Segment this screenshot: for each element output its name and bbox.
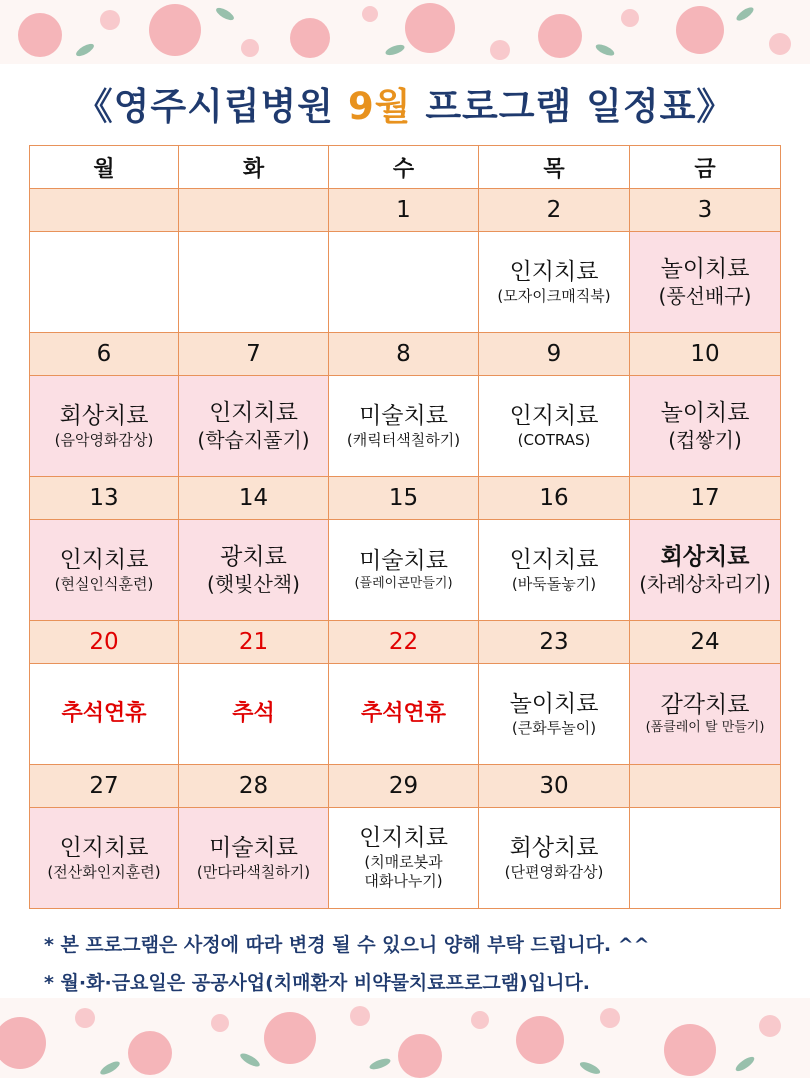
holiday-date-cell: 20 [30, 621, 179, 664]
activity-cell [329, 376, 479, 477]
date-cell: 24 [630, 621, 781, 664]
activity-title: 미술치료 [359, 548, 448, 575]
activity-detail: (학습지풀기) [197, 428, 310, 453]
activity-title: 인지치료 [59, 546, 149, 573]
activity-title: 인지치료 [509, 402, 599, 429]
title-suffix: 프로그램 일정표》 [411, 85, 735, 128]
activity-title: 회상치료 [59, 402, 149, 429]
activity-cell [479, 808, 630, 909]
activity-row [30, 376, 781, 477]
activity-cell [630, 376, 781, 477]
activity-detail: (COTRAS) [517, 430, 591, 449]
date-cell: 14 [179, 477, 329, 520]
weekday-thu: 목 [479, 146, 630, 189]
activity-cell [630, 664, 781, 765]
activity-detail-line2: 대화나누기) [364, 872, 443, 891]
activity-cell [30, 664, 179, 765]
activity-cell [329, 520, 479, 621]
date-cell: 17 [630, 477, 781, 520]
activity-title: 인지치료 [509, 546, 599, 573]
notes [44, 926, 650, 1002]
activity-detail: (바둑돌놓기) [511, 574, 597, 593]
date-cell: 23 [479, 621, 630, 664]
activity-title: 인지치료 [59, 834, 149, 861]
activity-cell [30, 232, 179, 333]
activity-cell [479, 232, 630, 333]
activity-detail: (캐릭터색칠하기) [346, 430, 461, 449]
date-cell [30, 189, 179, 232]
activity-title: 놀이치료 [660, 399, 750, 426]
date-cell: 13 [30, 477, 179, 520]
date-cell: 27 [30, 765, 179, 808]
schedule-table [29, 145, 781, 909]
title-prefix: 《영주시립병원 [75, 85, 348, 128]
date-cell [179, 189, 329, 232]
page-title [0, 76, 810, 130]
activity-title: 회상치료 [660, 543, 750, 570]
date-cell: 15 [329, 477, 479, 520]
date-row [30, 333, 781, 376]
activity-cell [479, 376, 630, 477]
activity-detail: (큰화투놀이) [511, 718, 597, 737]
weekday-tue: 화 [179, 146, 329, 189]
activity-detail: (풍선배구) [658, 284, 752, 309]
activity-cell [179, 808, 329, 909]
date-cell: 16 [479, 477, 630, 520]
activity-detail: (현실인식훈련) [54, 574, 154, 593]
date-cell: 8 [329, 333, 479, 376]
floral-header-decoration [0, 0, 810, 64]
activity-cell [630, 232, 781, 333]
activity-title: 인지치료 [209, 399, 298, 426]
activity-title: 미술치료 [209, 834, 298, 861]
activity-cell [30, 520, 179, 621]
note-line: * 본 프로그램은 사정에 따라 변경 될 수 있으니 양해 부탁 드립니다. ^^ [44, 934, 650, 956]
floral-footer-decoration [0, 998, 810, 1078]
date-cell: 7 [179, 333, 329, 376]
activity-detail: (컵쌓기) [668, 428, 742, 453]
activity-detail: (치매로봇과 [364, 852, 443, 871]
activity-title: 놀이치료 [660, 255, 750, 282]
date-cell: 29 [329, 765, 479, 808]
activity-cell [30, 376, 179, 477]
holiday-label: 추석연휴 [61, 701, 147, 727]
date-cell: 10 [630, 333, 781, 376]
date-row [30, 621, 781, 664]
activity-title: 광치료 [220, 543, 287, 570]
activity-detail: (플레이콘만들기) [354, 575, 453, 591]
activity-title: 인지치료 [509, 258, 599, 285]
activity-cell [329, 808, 479, 909]
note-line: * 월·화·금요일은 공공사업(치매환자 비약물치료프로그램)입니다. [44, 972, 591, 994]
activity-cell [329, 232, 479, 333]
date-cell: 6 [30, 333, 179, 376]
date-cell: 9 [479, 333, 630, 376]
weekday-wed: 수 [329, 146, 479, 189]
activity-cell [30, 808, 179, 909]
activity-detail: (만다라색칠하기) [196, 862, 311, 881]
activity-cell [479, 664, 630, 765]
activity-cell [179, 232, 329, 333]
activity-cell [479, 520, 630, 621]
weekday-fri: 금 [630, 146, 781, 189]
weekday-mon: 월 [30, 146, 179, 189]
activity-detail: (폼클레이 탈 만들기) [645, 719, 765, 735]
activity-row [30, 664, 781, 765]
activity-detail: (단편영화감상) [504, 862, 604, 881]
activity-title: 인지치료 [359, 825, 448, 852]
date-cell [630, 765, 781, 808]
activity-detail: (전산화인지훈련) [47, 862, 161, 881]
date-cell: 30 [479, 765, 630, 808]
activity-cell [630, 808, 781, 909]
date-cell: 28 [179, 765, 329, 808]
activity-detail: (햇빛산책) [207, 572, 300, 597]
holiday-label: 추석연휴 [360, 701, 446, 727]
date-cell: 3 [630, 189, 781, 232]
activity-cell [179, 664, 329, 765]
activity-title: 회상치료 [509, 834, 599, 861]
activity-detail: (모자이크매직북) [497, 286, 611, 305]
activity-row [30, 232, 781, 333]
date-cell: 1 [329, 189, 479, 232]
activity-detail: (음악영화감상) [54, 430, 154, 449]
activity-row [30, 808, 781, 909]
title-month: 9월 [347, 85, 412, 128]
date-cell: 2 [479, 189, 630, 232]
holiday-label: 추석 [232, 701, 275, 727]
activity-row [30, 520, 781, 621]
activity-title: 미술치료 [359, 402, 448, 429]
date-row [30, 477, 781, 520]
holiday-date-cell: 21 [179, 621, 329, 664]
date-row [30, 189, 781, 232]
activity-cell [179, 376, 329, 477]
activity-title: 감각치료 [660, 692, 750, 719]
holiday-date-cell: 22 [329, 621, 479, 664]
activity-cell [630, 520, 781, 621]
activity-title: 놀이치료 [509, 690, 599, 717]
activity-cell [329, 664, 479, 765]
date-row [30, 765, 781, 808]
weekday-header-row [30, 146, 781, 189]
activity-cell [179, 520, 329, 621]
activity-detail: (차례상차리기) [639, 572, 771, 597]
